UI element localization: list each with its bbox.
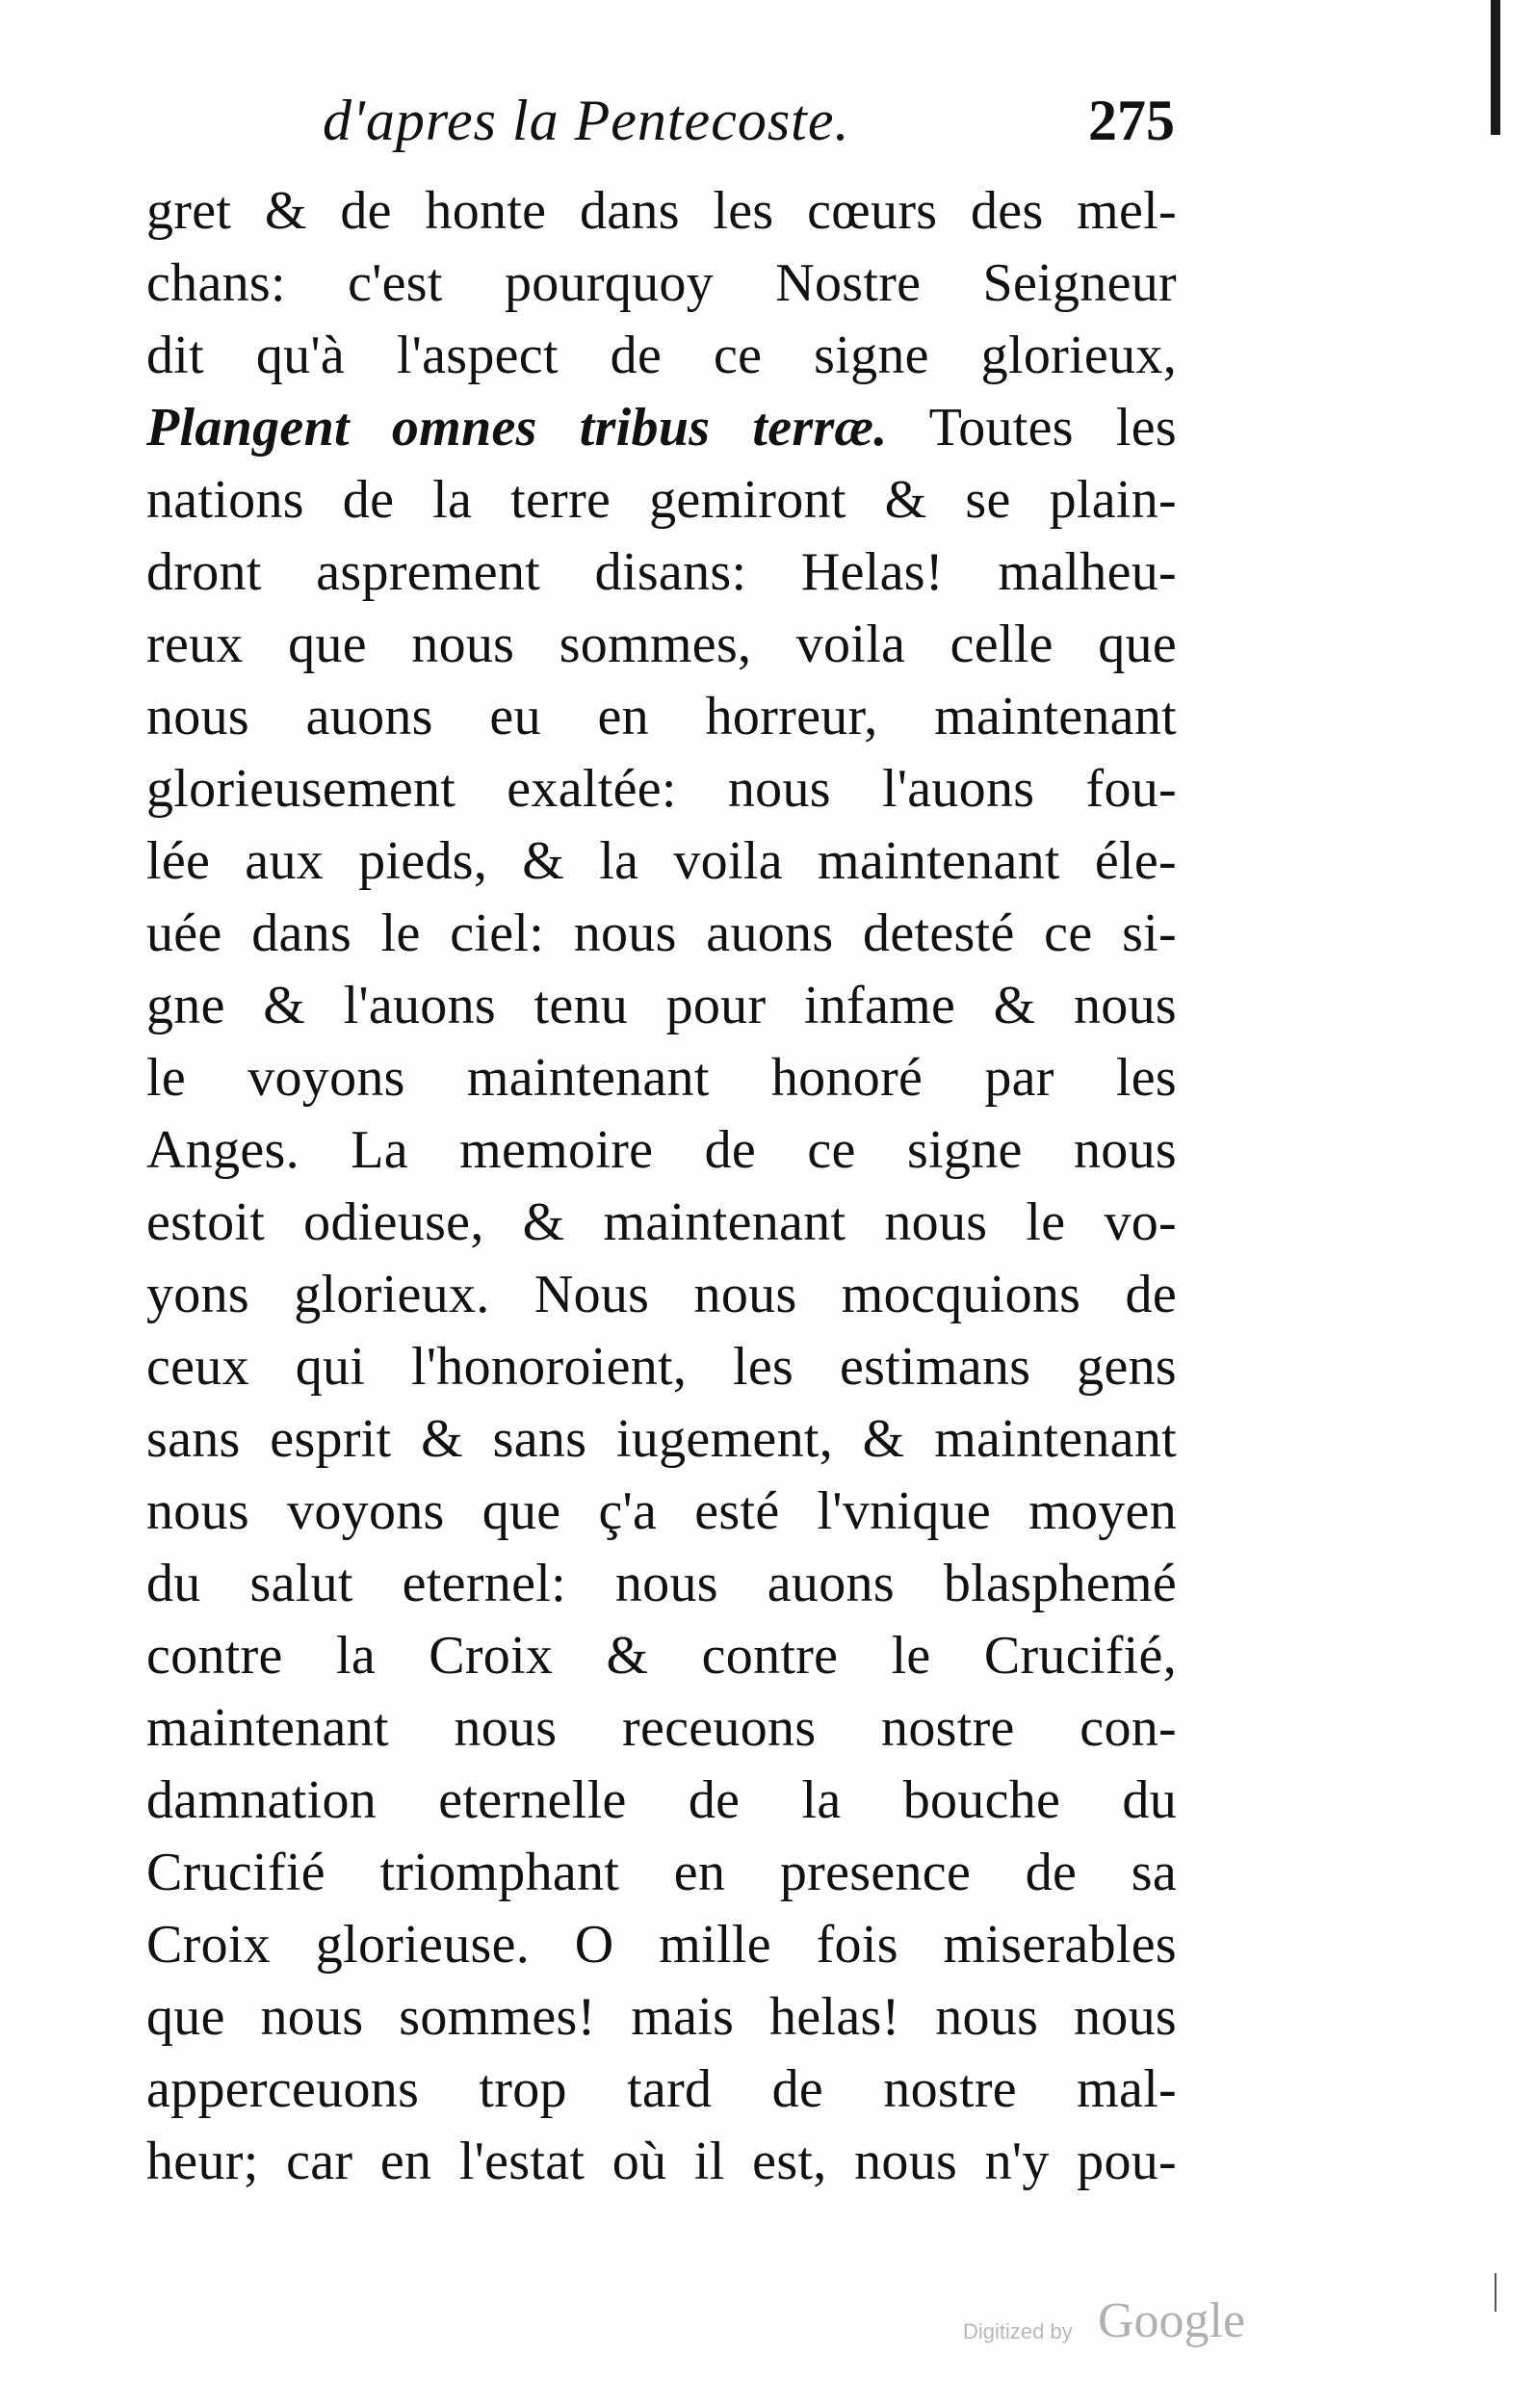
text-line: nous voyons que ç'a esté l'vnique moyen <box>146 1481 1177 1541</box>
text-line: le voyons maintenant honoré par les <box>146 1048 1177 1108</box>
text-line: reux que nous sommes, voila celle que <box>146 615 1177 674</box>
text-line: que nous sommes! mais helas! nous nous <box>146 1987 1177 2047</box>
text-line: chans: c'est pourquoy Nostre Seigneur <box>146 253 1177 313</box>
text-line: estoit odieuse, & maintenant nous le vo- <box>146 1192 1177 1252</box>
latin-line-rest: Toutes les <box>887 398 1177 458</box>
page-edge-mark <box>1495 2273 1496 2312</box>
google-wordmark: Google <box>1098 2293 1246 2348</box>
text-line: Anges. La memoire de ce signe nous <box>146 1120 1177 1180</box>
text-line: yons glorieux. Nous nous mocquions de <box>146 1265 1177 1324</box>
text-line: Crucifié triomphant en presence de sa <box>146 1843 1177 1902</box>
text-line: uée dans le ciel: nous auons detesté ce si- <box>146 903 1177 963</box>
body-text <box>146 175 1177 2198</box>
digitized-label: Digitized by <box>963 2319 1073 2343</box>
text-line: apperceuons trop tard de nostre mal- <box>146 2059 1177 2119</box>
text-line: nous auons eu en horreur, maintenant <box>146 687 1177 746</box>
text-line: Croix glorieuse. O mille fois miserables <box>146 1915 1177 1975</box>
latin-quote: Plangent omnes tribus terræ. <box>146 398 888 458</box>
page-edge-shadow <box>1491 0 1500 135</box>
running-head <box>221 77 1204 164</box>
text-line: nations de la terre gemiront & se plain- <box>146 470 1177 530</box>
text-line: glorieusement exaltée: nous l'auons fou- <box>146 759 1177 819</box>
text-line: dront asprement disans: Helas! malheu- <box>146 542 1177 602</box>
text-line: dit qu'à l'aspect de ce signe glorieux, <box>146 326 1177 385</box>
text-line: heur; car en l'estat où il est, nous n'y pou- <box>146 2132 1177 2191</box>
text-line: du salut eternel: nous auons blasphemé <box>146 1554 1177 1613</box>
running-head-title: d'apres la Pentecoste. <box>323 89 850 152</box>
text-line: ceux qui l'honoroient, les estimans gens <box>146 1337 1177 1397</box>
text-line: lée aux pieds, & la voila maintenant éle- <box>146 831 1177 891</box>
text-line: gne & l'auons tenu pour infame & nous <box>146 976 1177 1035</box>
latin-quote-line <box>146 392 1177 464</box>
text-line: damnation eternelle de la bouche du <box>146 1770 1177 1830</box>
text-line: maintenant nous receuons nostre con- <box>146 1698 1177 1758</box>
text-line: sans esprit & sans iugement, & maintenant <box>146 1409 1177 1469</box>
text-line: contre la Croix & contre le Crucifié, <box>146 1626 1177 1686</box>
text-line: gret & de honte dans les cœurs des mel- <box>146 181 1177 241</box>
page-number: 275 <box>1088 89 1175 152</box>
digitized-watermark <box>963 2292 1310 2360</box>
